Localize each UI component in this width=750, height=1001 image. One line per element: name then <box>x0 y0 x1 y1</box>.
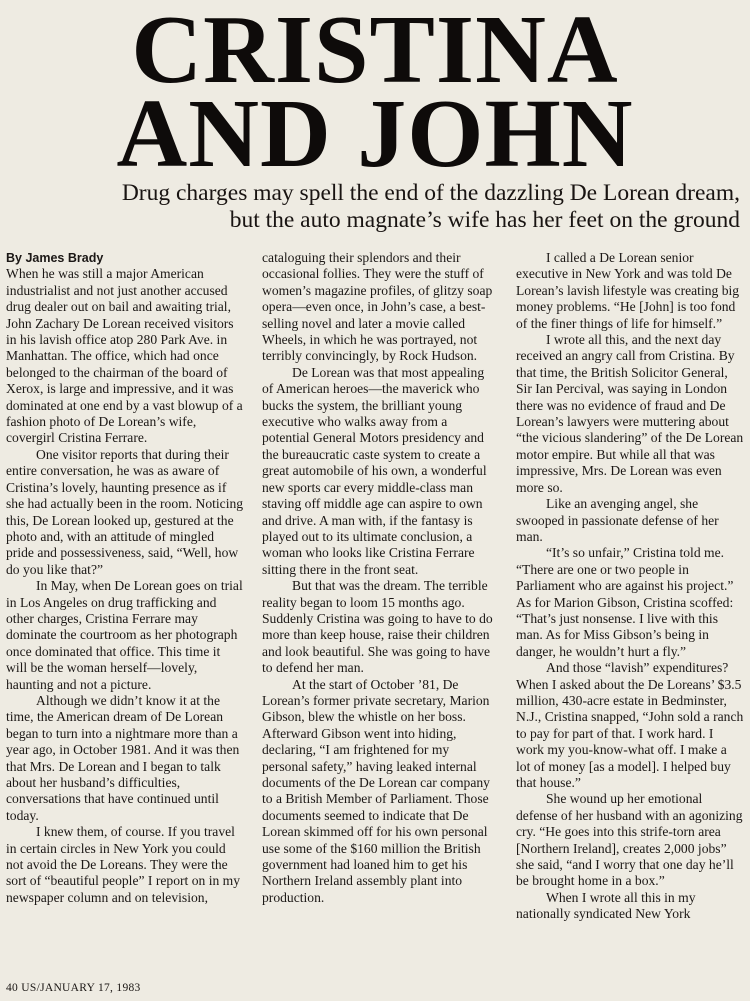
paragraph: Like an avenging angel, she swooped in passionate defense of her man. <box>516 496 719 544</box>
paragraph: De Lorean was that most appealing of American heroes—the maverick who bucks the system, the brilliant young executive who walks away from a potential General Motors presidency and the bureaucratic caste system to create a great automobile of his own, a wonderful new sports car every middle-class man staving off middle age can aspire to own and drive. A man with, if the fantasy is played out to its ultimate conclusion, a woman who looks like Cristina Ferrare sitting there in the front seat. <box>262 364 487 577</box>
paragraph: Although we didn’t know it at the time, the American dream of De Lorean began to turn into a nightmare more than a year ago, in October 1981. And it was then that Mrs. De Lorean and I began to talk about her husband’s difficulties, conversations that have continued until today. <box>6 692 240 823</box>
article-column-1 <box>6 250 244 906</box>
paragraph: I called a De Lorean senior executive in New York and was told De Lorean’s lavish lifestyle was creating big money problems. “He [John] is too fond of the finer things of life for himself.” <box>516 250 740 331</box>
deck-subheadline <box>0 180 740 234</box>
deck-line-2: but the auto magnate’s wife has her feet on the ground <box>229 207 740 233</box>
paragraph: I knew them, of course. If you travel in certain circles in New York you could not avoid the De Loreans. They were the sort of “beautiful people” I report on in my newspaper column and on television, <box>6 824 241 905</box>
article-column-2 <box>262 250 497 906</box>
article-column-3 <box>516 250 744 923</box>
headline-line-1: CRISTINA <box>131 0 619 104</box>
paragraph: cataloguing their splendors and their occasional follies. They were the stuff of women’s magazine profiles, of glitzy soap opera—even once, in John’s case, a best-selling novel and later a movie called Wheels, in which he was portrayed, not terribly convincingly, by Rock Hudson. <box>262 250 493 364</box>
headline-line-2: AND JOHN <box>116 81 634 188</box>
paragraph: When he was still a major American industrialist and not just another accused drug dealer out on bail and awaiting trial, John Zachary De Lorean received visitors in his lavish office atop 280 Park Ave. in Manhattan. The office, which had once belonged to the chairman of the board of Xerox, is large and impressive, and it was dominated at one end by a vast blowup of a fashion photo of De Lorean’s wife, covergirl Cristina Ferrare. <box>6 266 243 446</box>
byline: By James Brady <box>6 251 104 265</box>
paragraph: In May, when De Lorean goes on trial in Los Angeles on drug trafficking and other charges, Cristina Ferrare may dominate the courtroom as her photograph once dominated that office. This time it will be the woman herself—lovely, haunting and not a picture. <box>6 578 243 692</box>
paragraph: When I wrote all this in my nationally syndicated New York <box>516 889 696 922</box>
paragraph: And those “lavish” expenditures? When I asked about the De Loreans’ $3.5 million, 430-acre estate in Bedminster, N.J., Cristina snapped, “John sold a ranch to pay for part of that. I work hard. I work my you-know-what off. I make a lot of money [as a model]. I helped buy that house.” <box>516 660 744 790</box>
page-folio: 40 US/JANUARY 17, 1983 <box>6 982 141 994</box>
paragraph: At the start of October ’81, De Lorean’s former private secretary, Marion Gibson, blew the whistle on her boss. Afterward Gibson went into hiding, declaring, “I am frightened for my personal safety,” having leaked internal documents of the De Lorean car company to a British Member of Parliament. Those documents seemed to indicate that De Lorean skimmed off for his own personal use some of the $160 million the British government had loaned him to get his Northern Ireland assembly plant into production. <box>262 676 490 905</box>
paragraph: I wrote all this, and the next day received an angry call from Cristina. By that time, the British Solicitor General, Sir Ian Percival, was saying in London there was no evidence of fraud and De Lorean’s lawyers were muttering about “the vicious slandering” of the De Lorean motor empire. But while all that was impressive, Mrs. De Lorean was even more so. <box>516 332 744 495</box>
paragraph: One visitor reports that during their entire conversation, he was as aware of Cristina’s lovely, haunting presence as if she had actually been in the room. Noticing this, De Lorean looked up, gestured at the photo and, with an attitude of mingled pride and possessiveness, said, “Well, how do you like that?” <box>6 446 244 577</box>
deck-line-1: Drug charges may spell the end of the dazzling De Lorean dream, <box>121 180 740 206</box>
paragraph: “It’s so unfair,” Cristina told me. “There are one or two people in Parliament who are against his project.” As for Marion Gibson, Cristina scoffed: “That’s just nonsense. I live with this man. As for Miss Gibson’s being in danger, he wouldn’t hurt a fly.” <box>516 545 734 659</box>
paragraph: But that was the dream. The terrible reality began to loom 15 months ago. Suddenly Cristina was going to have to do more than keep house, raise their children and look beautiful. She was going to have to defend her man. <box>262 578 493 676</box>
paragraph: She wound up her emotional defense of her husband with an agonizing cry. “He goes into this strife-torn area [Northern Ireland], creates 2,000 jobs” she said, “and I worry that one day he’ll be brought home in a box.” <box>516 791 743 889</box>
